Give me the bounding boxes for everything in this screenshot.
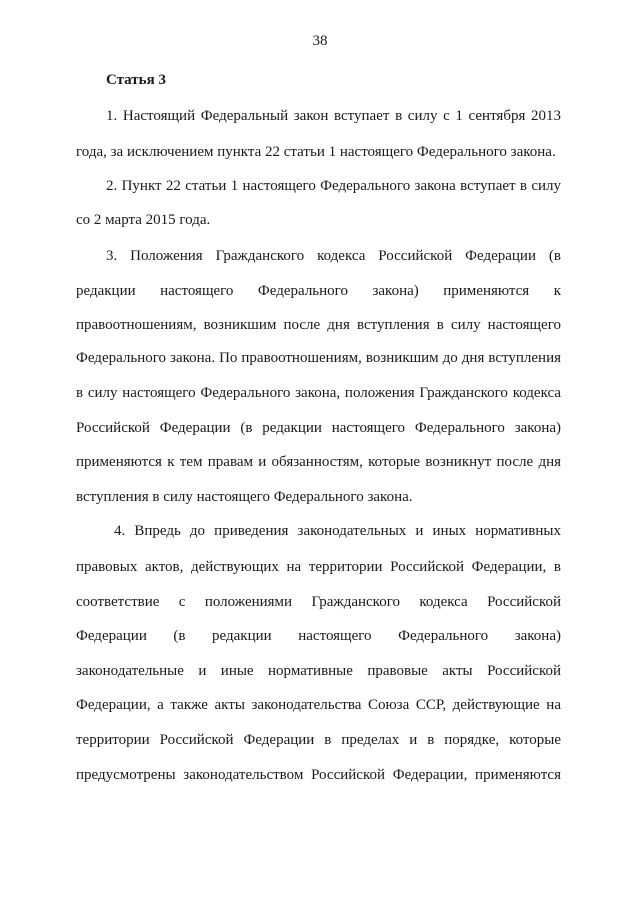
article-title: Статья 3: [106, 72, 166, 88]
paragraph-3-line-3: правоотношениям, возникшим после дня вступления в силу настоящего: [76, 317, 561, 333]
paragraph-4-line-2: правовых актов, действующих на территории Российской Федерации, в: [76, 559, 561, 575]
paragraph-1-line-1: 1. Настоящий Федеральный закон вступает в силу с 1 сентября 2013: [106, 108, 561, 124]
page-number: 38: [312, 33, 328, 49]
paragraph-4-line-6: Федерации, а также акты законодательства Союза ССР, действующие на: [76, 697, 561, 713]
paragraph-2-line-2: со 2 марта 2015 года.: [76, 212, 211, 228]
paragraph-3-line-4: Федерального закона. По правоотношениям, возникшим до дня вступления: [76, 350, 561, 366]
paragraph-4-line-8: предусмотрены законодательством Российской Федерации, применяются: [76, 767, 561, 783]
paragraph-4-line-7: территории Российской Федерации в пределах и в порядке, которые: [76, 732, 561, 748]
paragraph-3-line-2: редакции настоящего Федерального закона) применяются к: [76, 283, 561, 299]
paragraph-4-line-1: 4. Впредь до приведения законодательных и иных нормативных: [114, 523, 561, 539]
paragraph-1-line-2: года, за исключением пункта 22 статьи 1 настоящего Федерального закона.: [76, 144, 556, 160]
paragraph-4-line-4: Федерации (в редакции настоящего Федерального закона): [76, 628, 561, 644]
paragraph-3-line-5: в силу настоящего Федерального закона, положения Гражданского кодекса: [76, 385, 561, 401]
paragraph-4-line-3: соответствие с положениями Гражданского кодекса Российской: [76, 594, 561, 610]
paragraph-2-line-1: 2. Пункт 22 статьи 1 настоящего Федерального закона вступает в силу: [106, 178, 561, 194]
paragraph-3-line-8: вступления в силу настоящего Федерального закона.: [76, 489, 413, 505]
paragraph-3-line-1: 3. Положения Гражданского кодекса Российской Федерации (в: [106, 248, 561, 264]
paragraph-4-line-5: законодательные и иные нормативные правовые акты Российской: [76, 663, 561, 679]
paragraph-3-line-6: Российской Федерации (в редакции настоящего Федерального закона): [76, 420, 561, 436]
paragraph-3-line-7: применяются к тем правам и обязанностям, которые возникнут после дня: [76, 454, 561, 470]
